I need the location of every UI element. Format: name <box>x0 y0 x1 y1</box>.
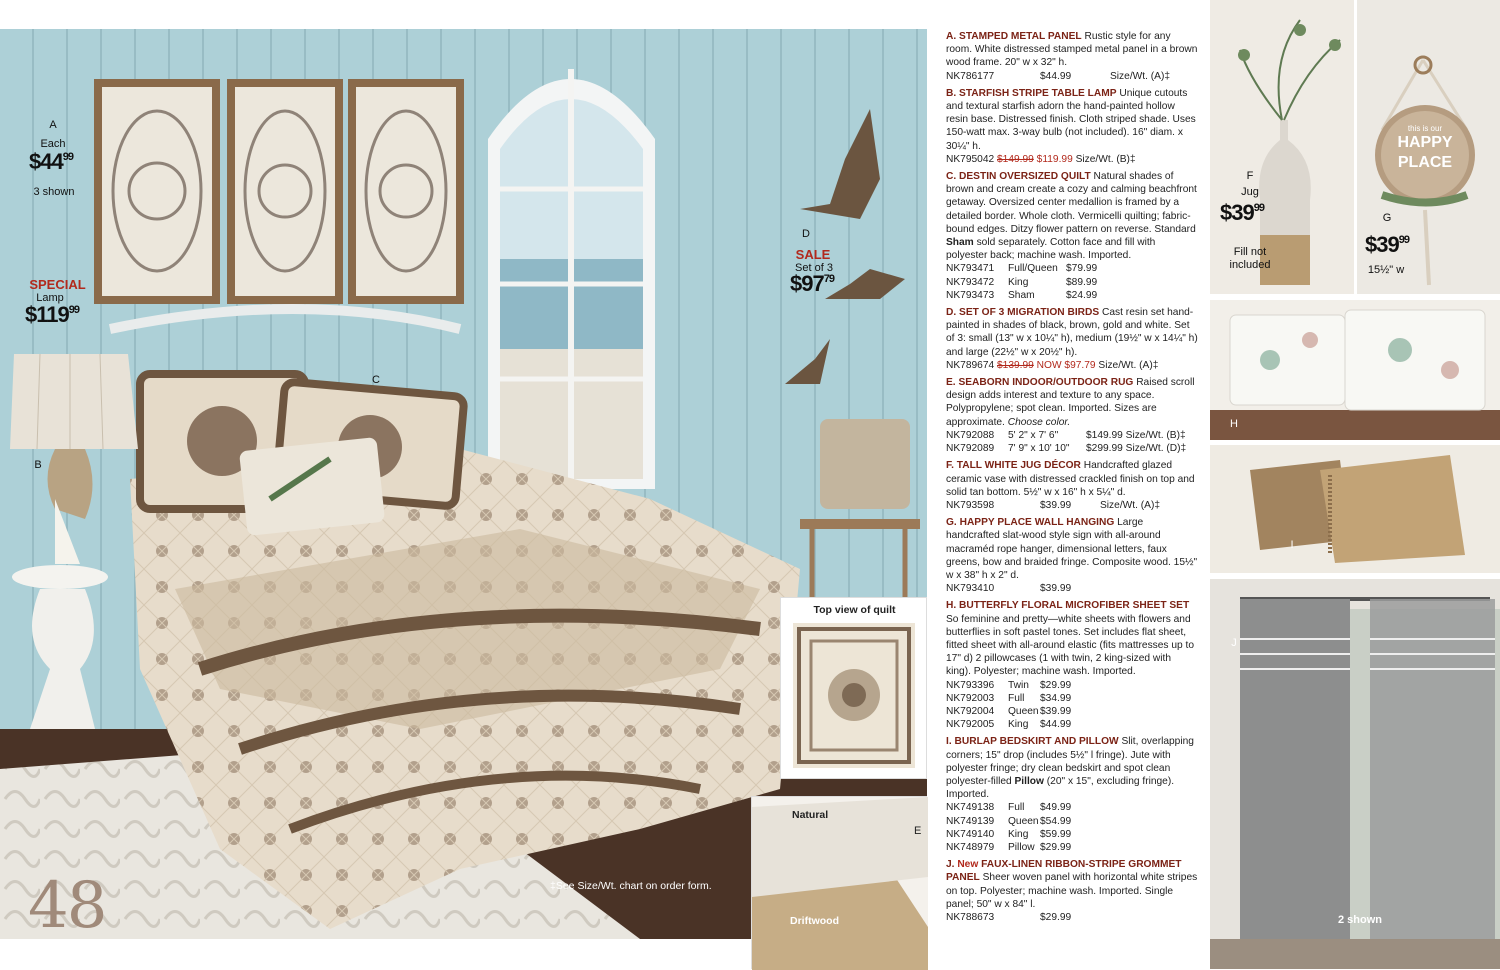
desc-i: I. BURLAP BEDSKIRT AND PILLOW Slit, overlapping corners; 15" drop (includes 5½" l fringe). Jute with polyester fringe; dry clean bedskirt and spot clean polyester-filled Pillow (20" x 15", excluding fringe). Imported. NK749138 Full $49.99 NK749139 Queen $54.99 NK749140 King $59.99 NK748979 Pillow $29.99 <box>946 736 1194 853</box>
label-a: A <box>49 119 57 131</box>
photo-burlap <box>1210 445 1500 573</box>
quilt-top-view-inset <box>780 597 927 779</box>
label-a-each: Each <box>40 138 66 150</box>
price-a: $\$44^{99}$ <box>29 149 73 174</box>
price-f: $\$39^{99}$ <box>1220 200 1264 225</box>
sign-text-2: HAPPY <box>1397 134 1453 151</box>
label-j-shown: 2 shown <box>1337 914 1382 926</box>
curtains-image <box>1210 579 1500 969</box>
inset-title: Top view of quilt <box>813 604 896 616</box>
size-g: 15½" w <box>1367 264 1405 276</box>
label-i: I <box>1290 539 1294 551</box>
desc-e: E. SEABORN INDOOR/OUTDOOR RUG Raised scroll design adds interest and texture to any space. Polypropylene; spot clean. Imported. Sizes are approximate. Choose color. NK792088 5' 2" x 7' 6" $149.99 Size/Wt. (B)‡ NK792089 7' 9" x 10' 10" $299.99 Size/Wt. (D)‡ <box>946 377 1195 455</box>
fill-note-2: included <box>1229 259 1271 271</box>
rug-image <box>752 797 928 970</box>
rug-inset <box>751 796 927 969</box>
photo-happy-place <box>1357 0 1500 294</box>
label-d: D <box>802 228 810 240</box>
burlap-image <box>1210 445 1500 573</box>
label-g: G <box>1382 212 1392 224</box>
lamp-label: Lamp <box>36 292 64 304</box>
photo-curtains <box>1210 579 1500 969</box>
desc-j: J. New FAUX-LINEN RIBBON-STRIPE GROMMET PANEL Sheer woven panel with horizontal white stripes on top. Polyester; machine wash. Imported. Single panel; 50" w x 84" l. NK788673 $29.99 <box>946 859 1198 923</box>
set-of-3-label: Set of 3 <box>795 262 833 274</box>
footnote: ‡See Size/Wt. chart on order form. <box>550 880 712 892</box>
sign-text-1: this is our <box>1407 124 1443 133</box>
label-h: H <box>1230 418 1238 430</box>
desc-d: D. SET OF 3 MIGRATION BIRDS Cast resin set hand-painted in shades of black, brown, gold and white. Set of 3: small (13" w x 10¼" h), medium (19½" w x 14¼" h) and large (22½" w x 20½" h). NK789674 $139.99 NOW $97.79 Size/Wt. (A)‡ <box>946 307 1198 371</box>
metal-panels <box>94 79 464 304</box>
rug-e-label: E <box>914 825 922 837</box>
label-c: C <box>372 374 380 386</box>
special-label: SPECIAL <box>29 277 86 292</box>
fill-note-1: Fill not <box>1233 246 1267 258</box>
price-b: $\$119^{99}$ <box>25 302 79 327</box>
label-f-jug: Jug <box>1241 186 1259 198</box>
desc-a: A. STAMPED METAL PANEL Rustic style for any room. White distressed stamped metal panel in a brown wood frame. 20" w x 32" h. NK786177 $44.99 Size/Wt. (A)‡ <box>946 31 1198 82</box>
sale-label: SALE <box>795 247 831 262</box>
label-a-shown: 3 shown <box>33 186 75 198</box>
quilt-top-view-image <box>793 623 915 768</box>
photo-sheets <box>1210 300 1500 440</box>
sign-text-3: PLACE <box>1397 154 1453 171</box>
photo-jug <box>1210 0 1354 294</box>
sheets-image <box>1210 300 1500 440</box>
product-descriptions <box>946 30 1198 928</box>
rug-driftwood-label: Driftwood <box>790 915 839 927</box>
desc-c: C. DESTIN OVERSIZED QUILT Natural shades of brown and cream create a cozy and calming beachfront getaway. Oversized center medallion is framed by a detailed border. Whole cloth. Vermicelli quilting; fabric-bound edges. Ditzy flower pattern on reverse. Standard Sham sold separately. Cotton face and fill with polyester back; machine wash. Imported. NK793471 Full/Queen $79.99 NK793472 King $89.99 NK793473 Sham $24.99 <box>946 171 1197 301</box>
desc-g: G. HAPPY PLACE WALL HANGING Large handcrafted slat-wood style sign with all-around macraméd rope hanger, dimensional letters, faux greens, bow and braided fringe. Composite wood. 15½" w x 38" h x 2" d. NK793410 $39.99 <box>946 517 1198 595</box>
label-j: J <box>1231 637 1237 649</box>
label-b: B <box>34 459 42 471</box>
label-f: F <box>1246 170 1254 182</box>
page-number: 48 <box>28 869 106 939</box>
desc-f: F. TALL WHITE JUG DÉCOR Handcrafted glazed ceramic vase with distressed crackled finish on top and solid tan bottom. 5½" w x 16" h x 5¼" d. NK793598 $39.99 Size/Wt. (A)‡ <box>946 460 1195 511</box>
price-g: $\$39^{99}$ <box>1365 232 1409 257</box>
price-d: $\$97^{79}$ <box>790 271 834 296</box>
rug-natural-label: Natural <box>792 809 829 821</box>
desc-b: B. STARFISH STRIPE TABLE LAMP Unique cutouts and textural starfish adorn the hand-painted hollow resin base. Distressed finish. Cloth striped shade. Uses 150-watt max. 3-way bulb (not included). 16" diam. x 30¼" h. NK795042 $149.99 $119.99 Size/Wt. (B)‡ <box>946 87 1196 165</box>
desc-h: H. BUTTERFLY FLORAL MICROFIBER SHEET SET So feminine and pretty—white sheets with flowers and butterflies in soft pastel tones. Set includes flat sheet, fitted sheet with all-around elastic (fits mattresses up to 17" d) 2 pillowcases (1 with twin, 2 king-sized with king). Polyester; machine wash. Imported. NK793396 Twin $29.99 NK792003 Full $34.99 NK792004 Queen $39.99 NK792005 King $44.99 <box>946 600 1195 731</box>
